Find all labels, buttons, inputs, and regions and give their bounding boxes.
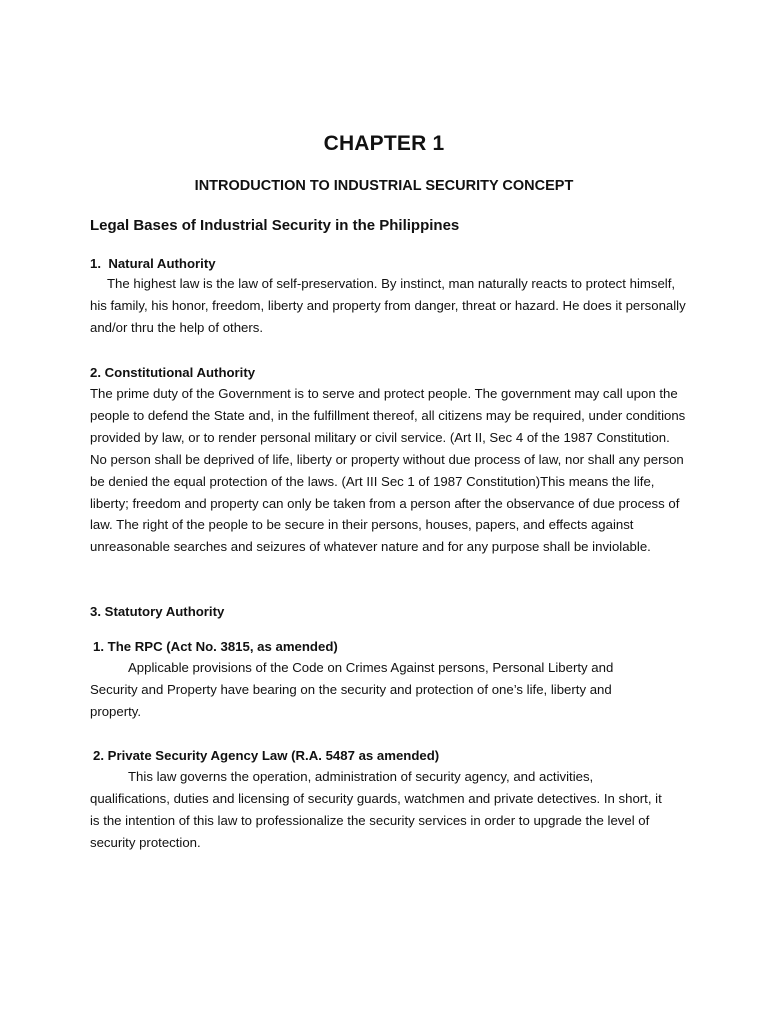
private-security-paragraph: This law governs the operation, administration of security agency, and activities, qualifications, duties and licensing of security guards, watchmen and private detectives. In short, it is the intention of this law to professionalize the security services in order to upgrade the level of security protection. xyxy=(90,769,662,850)
statutory-authority-heading: 3. Statutory Authority xyxy=(90,604,225,619)
rpc-paragraph: Applicable provisions of the Code on Crimes Against persons, Personal Liberty and Security and Property have bearing on the security and protection of one’s life, liberty and property. xyxy=(90,660,614,719)
natural-authority-heading: 1. Natural Authority xyxy=(90,256,216,271)
section-heading: Legal Bases of Industrial Security in the Philippines xyxy=(90,217,460,234)
constitutional-authority-heading: 2. Constitutional Authority xyxy=(90,365,256,380)
chapter-subtitle: INTRODUCTION TO INDUSTRIAL SECURITY CONCEPT xyxy=(194,178,574,194)
rpc-heading: 1. The RPC (Act No. 3815, as amended) xyxy=(93,639,338,654)
constitutional-authority-paragraph: The prime duty of the Government is to serve and protect people. The government may call upon the people to defend the State and, in the fulfillment thereof, all citizens may be required, under conditions provided by law, or to render personal military or civil service. (Art II, Sec 4 of the 1987 Constitution. No person shall be deprived of life, liberty or property without due process of law, nor shall any person be denied the equal protection of the laws. (Art III Sec 1 of 1987 Constitution)This means the life, liberty; freedom and property can only be taken from a person after the observance of due process of law. The right of the people to be secure in their persons, houses, papers, and effects against unreasonable searches and seizures of whatever nature and for any purpose shall be inviolable. xyxy=(90,386,686,555)
natural-authority-paragraph: The highest law is the law of self-preservation. By instinct, man naturally reacts to protect himself, his family, his honor, freedom, liberty and property from danger, threat or hazard. He does it personally and/or thru the help of others. xyxy=(90,276,686,335)
private-security-heading: 2. Private Security Agency Law (R.A. 5487 as amended) xyxy=(93,748,440,763)
chapter-title: CHAPTER 1 xyxy=(323,132,445,155)
